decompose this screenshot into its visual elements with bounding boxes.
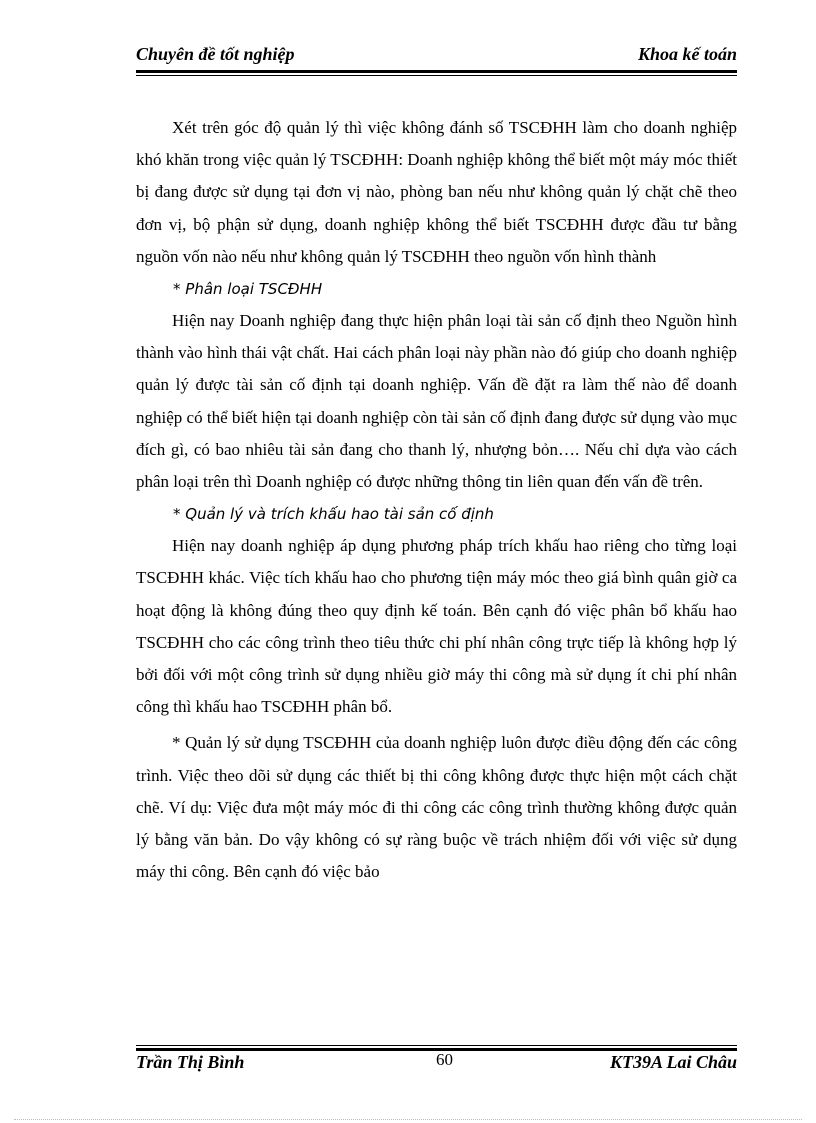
page-footer — [136, 1052, 737, 1080]
header-rule — [136, 70, 737, 73]
paragraph-3: Hiện nay doanh nghiệp áp dụng phương pháp trích khấu hao riêng cho từng loại TSCĐHH khác. Việc tích khấu hao cho phương tiện máy móc theo giá bình quân giờ ca hoạt động là không đúng theo quy định kế toán. Bên cạnh đó việc phân bổ khấu hao TSCĐHH cho các công trình theo tiêu thức chi phí nhân công trực tiếp là không hợp lý bởi đối với một công trình sử dụng nhiều giờ máy thi công mà sử dụng ít chi phí nhân công thì khấu hao TSCĐHH phân bổ. — [136, 536, 737, 717]
page-number: 60 — [436, 1050, 453, 1069]
footer-rule-thin — [136, 1045, 737, 1046]
page-bottom-dotted-line — [14, 1119, 802, 1120]
heading-depreciation: * Quản lý và trích khấu hao tài sản cố định — [173, 505, 494, 524]
paragraph-1: Xét trên góc độ quản lý thì việc không đánh số TSCĐHH làm cho doanh nghiệp khó khăn trong việc quản lý TSCĐHH: Doanh nghiệp không thể biết một máy móc thiết bị đang được sử dụng tại đơn vị nào, phòng ban nếu như không quản lý chặt chẽ theo đơn vị, bộ phận sử dụng, doanh nghiệp không thể biết TSCĐHH được đầu tư bằng nguồn vốn nào nếu như không quản lý TSCĐHH theo nguồn vốn hình thành — [136, 118, 737, 266]
footer-author: Trần Thị Bình — [136, 1052, 245, 1072]
page-header — [136, 44, 737, 72]
paragraph-4: * Quản lý sử dụng TSCĐHH của doanh nghiệp luôn được điều động đến các công trình. Việc theo dõi sử dụng các thiết bị thi công không được thực hiện một cách chặt chẽ. Ví dụ: Việc đưa một máy móc đi thi công các công trình thường không được quản lý bằng văn bản. Do vậy không có sự ràng buộc về trách nhiệm đối với việc sử dụng máy thi công. Bên cạnh đó việc bảo — [136, 733, 737, 882]
header-left-title: Chuyên đề tốt nghiệp — [136, 44, 295, 64]
header-rule-thin — [136, 75, 737, 76]
page-body — [136, 112, 737, 888]
heading-classification: * Phân loại TSCĐHH — [173, 280, 323, 299]
header-right-title: Khoa kế toán — [637, 44, 737, 64]
footer-class: KT39A Lai Châu — [609, 1052, 737, 1072]
paragraph-2: Hiện nay Doanh nghiệp đang thực hiện phân loại tài sản cố định theo Nguồn hình thành vào hình thái vật chất. Hai cách phân loại này phần nào đó giúp cho doanh nghiệp quản lý được tài sản cố định tại doanh nghiệp. Vấn đề đặt ra làm thế nào để doanh nghiệp có thể biết hiện tại doanh nghiệp còn tài sản cố định đang được sử dụng vào mục đích gì, có bao nhiêu tài sản đang cho thanh lý, nhượng bỏn…. Nếu chỉ dựa vào cách phân loại trên thì Doanh nghiệp có được những thông tin liên quan đến vấn đề trên. — [136, 311, 737, 492]
